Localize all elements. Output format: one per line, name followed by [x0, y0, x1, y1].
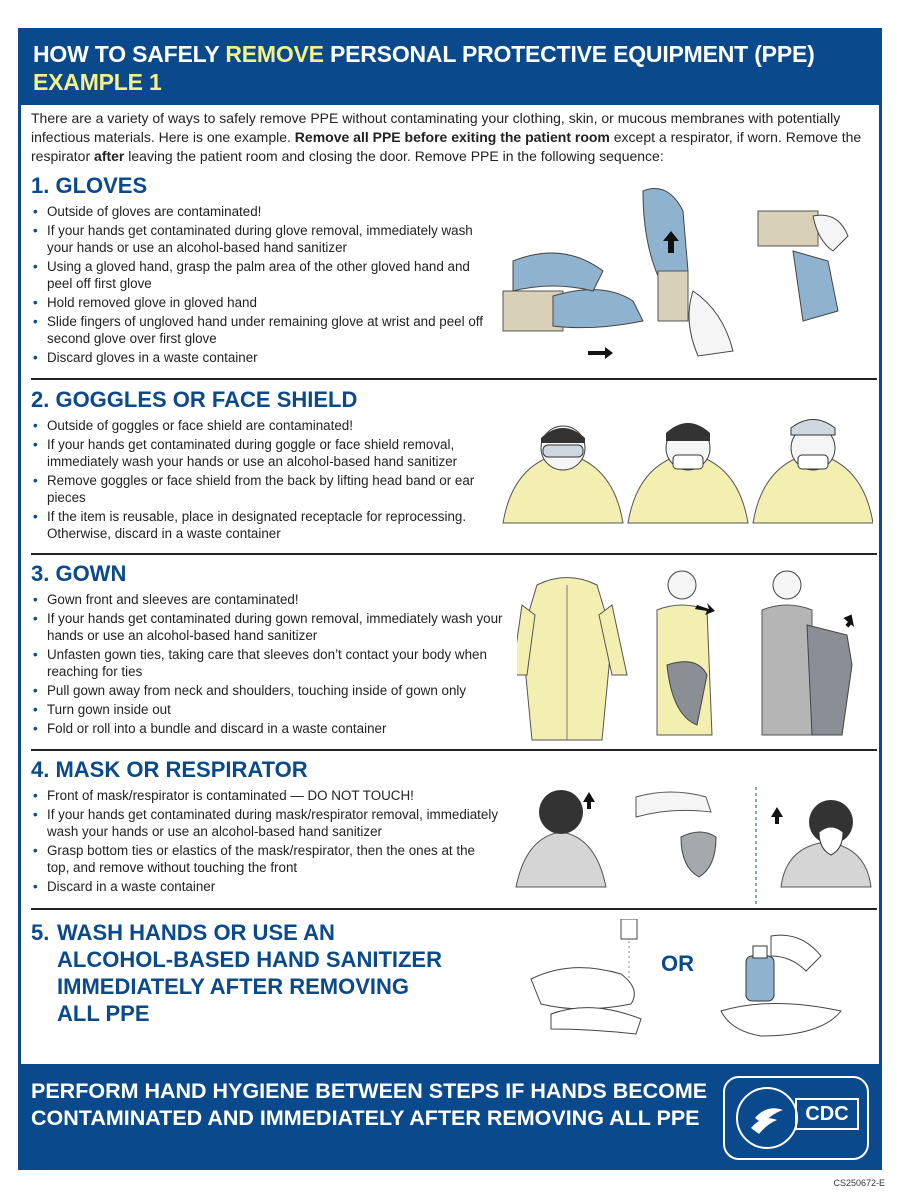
list-item: • Remove goggles or face shield from the back by lifting head band or ear pieces	[31, 472, 491, 506]
page-title: HOW TO SAFELY REMOVE PERSONAL PROTECTIVE EQUIPMENT (PPE) EXAMPLE 1	[33, 41, 815, 95]
list-item: • Outside of gloves are contaminated!	[31, 203, 491, 220]
hhs-cdc-logo	[723, 1076, 869, 1160]
footer-message: PERFORM HAND HYGIENE BETWEEN STEPS IF HANDS BECOME CONTAMINATED AND IMMEDIATELY AFTER REMOVING ALL PPE	[31, 1079, 708, 1130]
section-hand-hygiene-title: 5. WASH HANDS OR USE AN ALCOHOL-BASED HAND SANITIZER IMMEDIATELY AFTER REMOVING ALL PPE	[31, 920, 442, 1026]
list-item: • If your hands get contaminated during gown removal, immediately wash your hands or use an alcohol-based hand sanitizer	[31, 610, 506, 644]
header-banner	[21, 31, 879, 105]
cdc-logo-text: CDC	[795, 1098, 859, 1130]
section-divider	[31, 908, 877, 910]
section-goggles-list	[31, 417, 491, 544]
list-item: • Front of mask/respirator is contaminated — DO NOT TOUCH!	[31, 787, 501, 804]
list-item: • If the item is reusable, place in designated receptacle for reprocessing. Otherwise, discard in a waste container	[31, 508, 491, 542]
list-item: • Gown front and sleeves are contaminated!	[31, 591, 506, 608]
or-label: OR	[661, 951, 694, 976]
list-item: • Fold or roll into a bundle and discard in a waste container	[31, 720, 506, 737]
list-item: • Discard gloves in a waste container	[31, 349, 491, 366]
list-item: • Using a gloved hand, grasp the palm area of the other gloved hand and peel off first glove	[31, 258, 491, 292]
hand-washing-illustration	[521, 919, 651, 1049]
list-item: • Grasp bottom ties or elastics of the mask/respirator, then the ones at the top, and remove without touching the front	[31, 842, 501, 876]
section-divider	[31, 749, 877, 751]
list-item: • Outside of goggles or face shield are contaminated!	[31, 417, 491, 434]
list-item: • Turn gown inside out	[31, 701, 506, 718]
list-item: • If your hands get contaminated during goggle or face shield removal, immediately wash your hands or use an alcohol-based hand sanitizer	[31, 436, 491, 470]
section-divider	[31, 553, 877, 555]
mask-illustration	[501, 757, 873, 907]
list-item: • Unfasten gown ties, taking care that sleeves don’t contact your body when reaching for ties	[31, 646, 506, 680]
list-item: • Hold removed glove in gloved hand	[31, 294, 491, 311]
list-item: • Discard in a waste container	[31, 878, 501, 895]
section-goggles-title: 2. GOGGLES OR FACE SHIELD	[31, 387, 358, 412]
section-divider	[31, 378, 877, 380]
list-item: • If your hands get contaminated during mask/respirator removal, immediately wash your hands or use an alcohol-based hand sanitizer	[31, 806, 501, 840]
poster-frame	[18, 28, 882, 1170]
gloves-illustration	[493, 181, 873, 381]
title-highlight: REMOVE	[225, 41, 324, 67]
section-mask-list	[31, 787, 501, 897]
section-gown-title: 3. GOWN	[31, 561, 127, 586]
hhs-seal-icon	[733, 1084, 801, 1152]
document-code: CS250672-E	[833, 1178, 885, 1188]
list-item: • Slide fingers of ungloved hand under remaining glove at wrist and peel off second glove over first glove	[31, 313, 491, 347]
footer-banner	[21, 1064, 879, 1170]
goggles-illustration	[493, 393, 873, 533]
title-example: EXAMPLE 1	[33, 69, 162, 95]
list-item: • Pull gown away from neck and shoulders, touching inside of gown only	[31, 682, 506, 699]
list-item: • If your hands get contaminated during glove removal, immediately wash your hands or use an alcohol-based hand sanitizer	[31, 222, 491, 256]
section-gown-list	[31, 591, 506, 739]
section-mask-title: 4. MASK OR RESPIRATOR	[31, 757, 308, 782]
intro-paragraph: There are a variety of ways to safely remove PPE without contaminating your clothing, skin, or mucous membranes with potentially infectious materials. Here is one example. Remove all PPE before exiting the patient room except a respirator, if worn. Remove the respirator after leaving the patient room and closing the door. Remove PPE in the following sequence:	[31, 110, 862, 164]
gown-illustration	[517, 565, 873, 749]
section-gloves-list	[31, 203, 491, 368]
section-gloves-title: 1. GLOVES	[31, 173, 148, 198]
hand-sanitizer-illustration	[711, 926, 871, 1046]
